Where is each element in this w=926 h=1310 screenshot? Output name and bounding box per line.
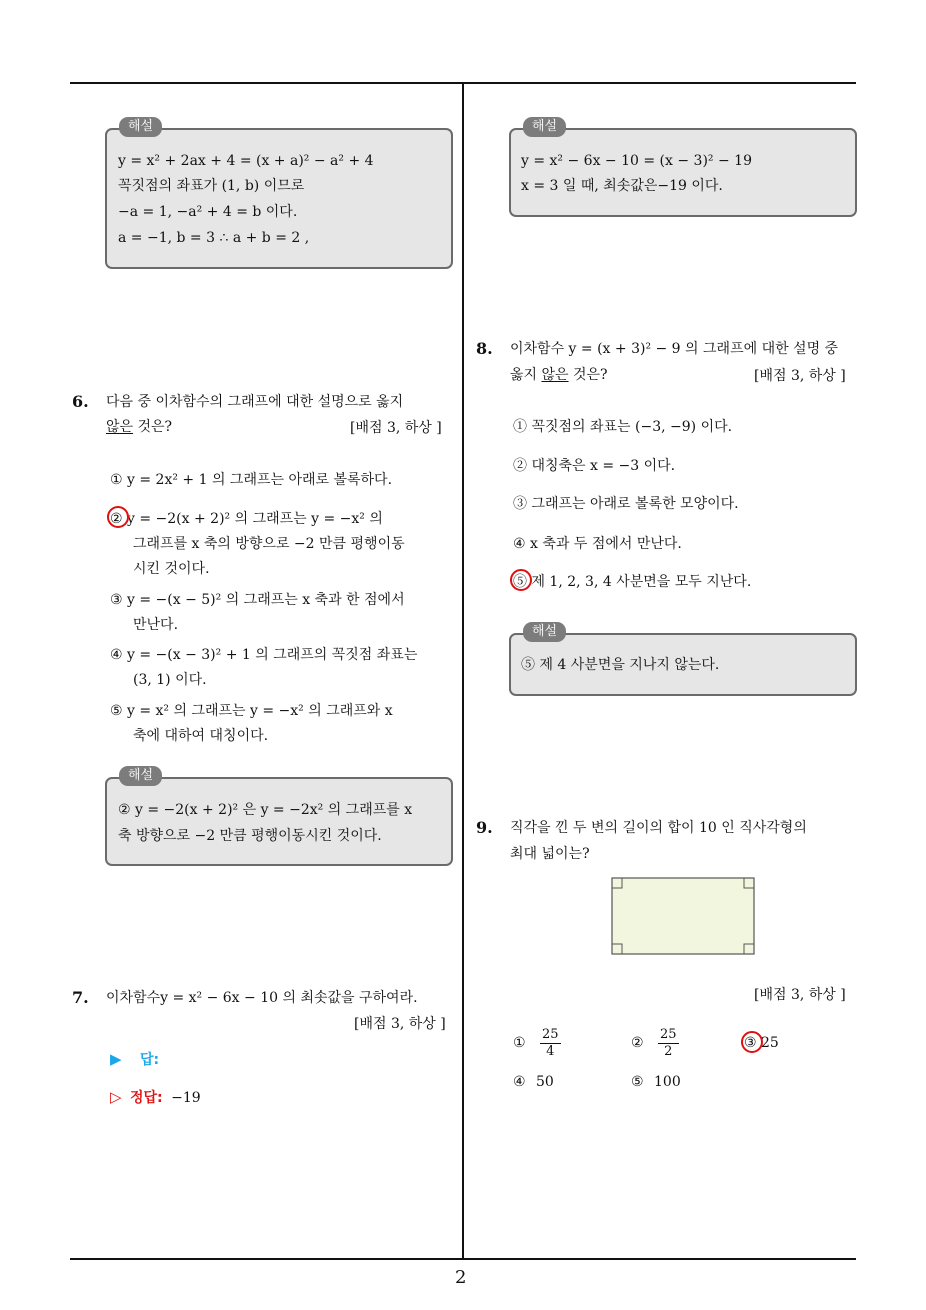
option-1[interactable]: ① y = 2x² + 1 의 그래프는 아래로 볼록하다. [110,472,393,488]
fraction [540,1027,561,1060]
choice-1[interactable] [513,1024,561,1062]
question-number-9: 9. [476,818,493,837]
answer-label: 답: [140,1052,160,1068]
option-3-cont: 만난다. [133,617,179,633]
explanation-tag: 해설 [523,622,566,642]
choice-mark: ② [631,1035,644,1051]
choice-5[interactable] [631,1072,681,1092]
question-text: 최대 넓이는? [510,846,590,862]
explanation-tag: 해설 [119,117,162,137]
option-3[interactable]: ③ y = −(x − 5)² 의 그래프는 x 축과 한 점에서 [110,592,405,608]
explanation-line: 꼭짓점의 좌표가 (1, b) 이므로 [118,178,305,194]
rectangle-figure [610,876,758,958]
play-icon: ▶ [110,1050,122,1068]
question-text-rest: 것은? [133,419,173,435]
underlined-word: 않은 [106,419,134,435]
numerator: 25 [660,1026,677,1042]
choice-value: 100 [654,1074,681,1090]
answer-row[interactable] [110,1049,159,1070]
explanation-line: a = −1, b = 3 ∴ a + b = 2 , [118,230,310,246]
score-label: [배점 3, 하상 ] [754,987,846,1003]
numerator: 25 [542,1026,559,1042]
explanation-line: y = x² + 2ax + 4 = (x + a)² − a² + 4 [118,153,374,169]
denominator: 2 [664,1043,673,1059]
option-1[interactable]: ① 꼭짓점의 좌표는 (−3, −9) 이다. [513,419,733,435]
outline-play-icon: ▷ [110,1088,122,1106]
selected-answer-mark [107,506,129,528]
choice-value: 50 [536,1074,554,1090]
explanation-line: −a = 1, −a² + 4 = b 이다. [118,204,298,220]
question-text: 다음 중 이차함수의 그래프에 대한 설명으로 옳지 [106,394,404,410]
explanation-tag: 해설 [523,117,566,137]
question-number-6: 6. [72,392,89,411]
question-text [510,365,608,385]
denominator: 4 [546,1043,555,1059]
option-2-cont: 시킨 것이다. [133,561,210,577]
option-5-cont: 축에 대하여 대칭이다. [133,728,269,744]
choice-mark: ④ [513,1074,526,1090]
option-2[interactable]: ② 대칭축은 x = −3 이다. [513,458,676,474]
underlined-word: 않은 [541,367,569,383]
choice-mark: ⑤ [631,1074,644,1090]
option-3[interactable]: ③ 그래프는 아래로 볼록한 모양이다. [513,496,739,512]
question-number-7: 7. [72,988,89,1007]
score-label: [배점 3, 하상 ] [350,420,442,436]
correct-value: −19 [171,1090,201,1106]
question-text: 이차함수 y = (x + 3)² − 9 의 그래프에 대한 설명 중 [510,341,839,357]
bottom-rule [70,1258,856,1260]
question-text: 직각을 낀 두 변의 길이의 합이 10 인 직사각형의 [510,820,807,836]
choice-mark: ③ [744,1035,757,1051]
choice-value: 25 [761,1035,779,1051]
selected-answer-mark [741,1031,763,1053]
option-4[interactable]: ④ y = −(x − 3)² + 1 의 그래프의 꼭짓점 좌표는 [110,647,418,663]
choice-4[interactable] [513,1072,554,1092]
fraction [658,1027,679,1060]
explanation-line: y = x² − 6x − 10 = (x − 3)² − 19 [521,153,752,169]
explanation-tag: 해설 [119,766,162,786]
option-5[interactable]: ⑤ y = x² 의 그래프는 y = −x² 의 그래프와 x [110,703,393,719]
question-text-pre: 옳지 [510,367,542,383]
option-2-cont: 그래프를 x 축의 방향으로 −2 만큼 평행이동 [133,536,405,552]
explanation-line: ② y = −2(x + 2)² 은 y = −2x² 의 그래프를 x [118,802,413,818]
choice-mark: ① [513,1035,526,1051]
page-number: 2 [455,1267,467,1288]
score-label: [배점 3, 하상 ] [354,1016,446,1032]
option-4-cont: (3, 1) 이다. [133,672,207,688]
option-2[interactable]: ② y = −2(x + 2)² 의 그래프는 y = −x² 의 [110,511,383,527]
option-4[interactable]: ④ x 축과 두 점에서 만난다. [513,536,682,552]
selected-answer-mark [510,569,532,591]
explanation-box-q6 [105,777,453,866]
question-text-rest: 것은? [568,367,608,383]
explanation-line: ⑤ 제 4 사분면을 지나지 않는다. [521,657,720,673]
explanation-line: 축 방향으로 −2 만큼 평행이동시킨 것이다. [118,828,382,844]
correct-label: 정답: [130,1090,163,1106]
explanation-box-q7 [509,128,857,217]
score-label: [배점 3, 하상 ] [754,368,846,384]
choice-2[interactable] [631,1024,679,1062]
column-divider [462,84,464,1260]
question-text: 이차함수y = x² − 6x − 10 의 최솟값을 구하여라. [106,990,418,1006]
correct-answer-row [110,1087,201,1108]
explanation-line: x = 3 일 때, 최솟값은−19 이다. [521,178,723,194]
option-5[interactable]: ⑤ 제 1, 2, 3, 4 사분면을 모두 지난다. [513,574,752,590]
question-text [106,417,172,437]
rectangle-shape [612,878,754,954]
question-number-8: 8. [476,339,493,358]
